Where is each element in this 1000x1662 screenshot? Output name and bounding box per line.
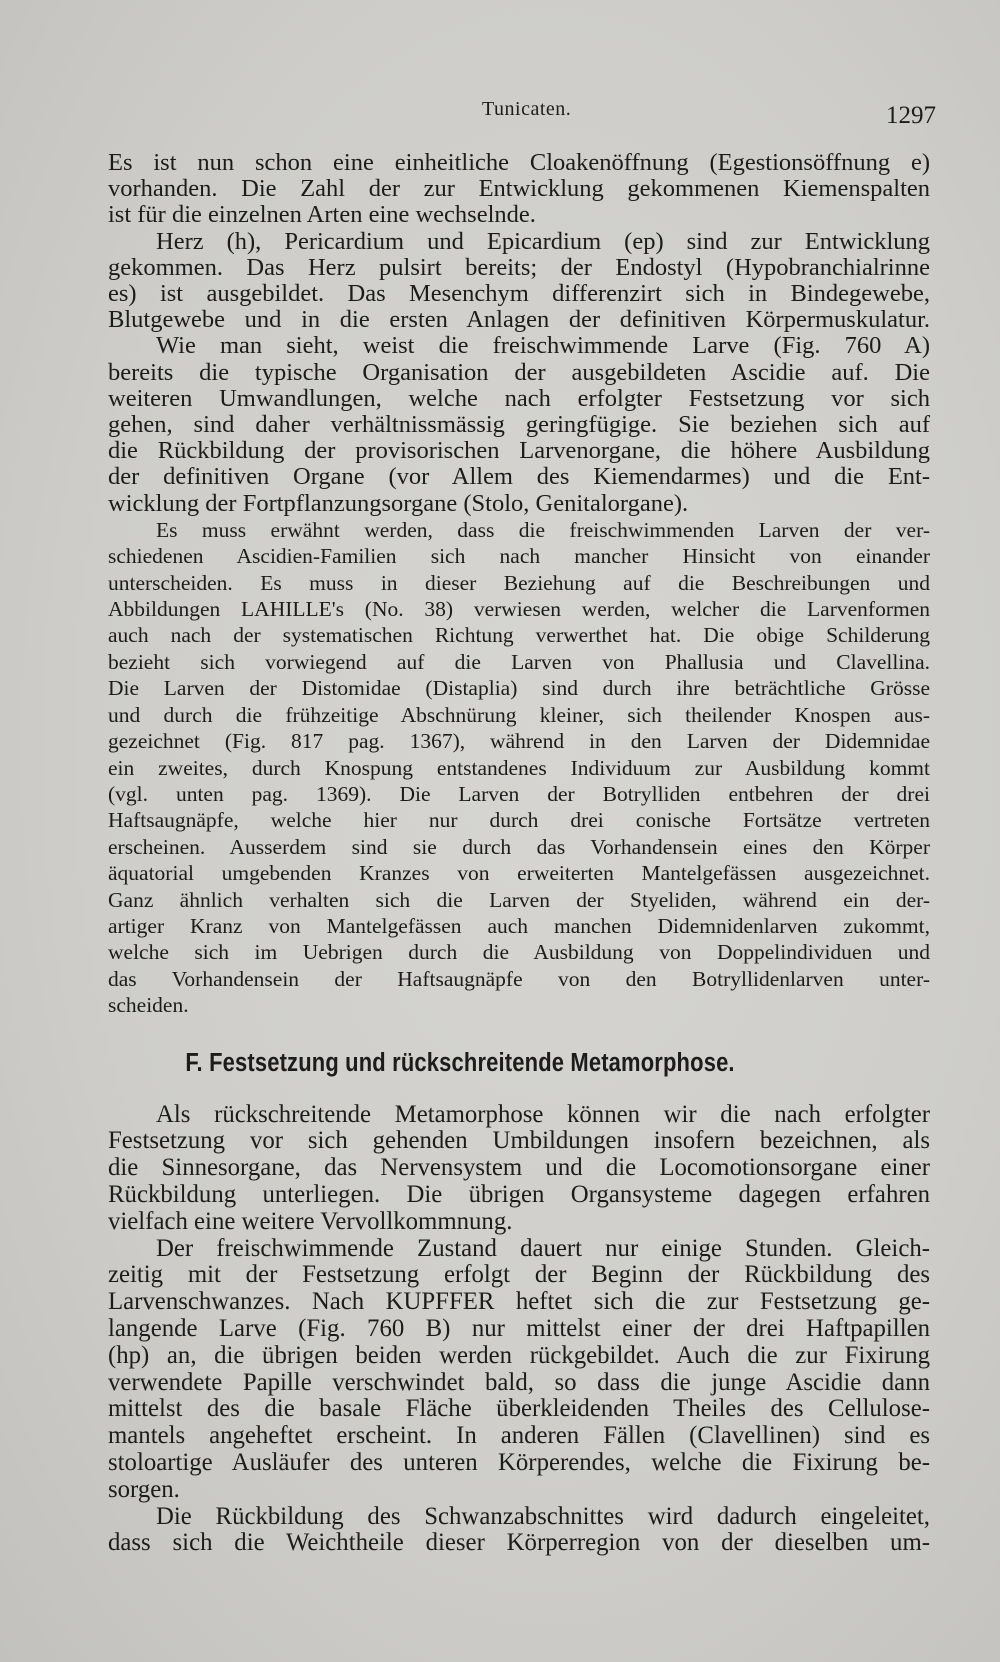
text-line: Blutgewebe und in die ersten Anlagen der definitiven Körpermuskulatur. [108, 306, 930, 334]
text-line: sorgen. [108, 1475, 180, 1503]
running-header [0, 92, 1000, 132]
section-heading: F. Festsetzung und rückschreitende Metamorphose. [185, 1048, 735, 1077]
text-line: scheiden. [108, 993, 189, 1018]
text-line: zeitig mit der Festsetzung erfolgt der Beginn der Rückbildung des [108, 1261, 930, 1289]
text-line: erscheinen. Ausserdem sind sie durch das Vorhandensein eines den Körper [108, 834, 930, 859]
text-line: artiger Kranz von Mantelgefässen auch manchen Didemnidenlarven zukommt, [108, 913, 930, 938]
text-line: Abbildungen LAHILLE's (No. 38) verwiesen werden, welcher die Larvenformen [108, 597, 930, 622]
text-line: äquatorial umgebenden Kranzes von erweiterten Mantelgefässen ausgezeichnet. [108, 861, 930, 886]
text-line: gekommen. Das Herz pulsirt bereits; der Endostyl (Hypobranchialrinne [108, 253, 930, 281]
text-line: welche sich im Uebrigen durch die Ausbildung von Doppelindividuen und [108, 940, 930, 965]
paragraph-block-1 [108, 150, 930, 517]
text-line: auch nach der systematischen Richtung verwerthet hat. Die obige Schilderung [108, 623, 930, 648]
text-line: ein zweites, durch Knospung entstandenes Individuum zur Ausbildung kommt [108, 755, 930, 780]
text-line: Rückbildung unterliegen. Die übrigen Organsysteme dagegen erfahren [108, 1180, 930, 1208]
text-line: unterscheiden. Es muss in dieser Beziehung auf die Beschreibungen und [108, 570, 930, 595]
text-line: gezeichnet (Fig. 817 pag. 1367), während in den Larven der Didemnidae [108, 729, 930, 754]
text-line: gehen, sind daher verhältnissmässig geringfügige. Sie beziehen sich auf [108, 411, 930, 439]
text-line: dass sich die Weichtheile dieser Körperregion von der dieselben um- [108, 1529, 930, 1557]
text-line: verwendete Papille verschwindet bald, so dass die junge Ascidie dann [108, 1368, 930, 1396]
text-line: die Sinnesorgane, das Nervensystem und die Locomotionsorgane einer [108, 1154, 930, 1182]
text-line: Die Larven der Distomidae (Distaplia) sind durch ihre beträchtliche Grösse [108, 676, 930, 701]
text-line: Herz (h), Pericardium und Epicardium (ep) sind zur Entwicklung [156, 227, 930, 255]
text-line: es) ist ausgebildet. Das Mesenchym differenzirt sich in Bindegewebe, [108, 280, 930, 308]
text-line: Wie man sieht, weist die freischwimmende Larve (Fig. 760 A) [156, 332, 930, 360]
text-line: Der freischwimmende Zustand dauert nur einige Stunden. Gleich- [156, 1234, 930, 1262]
text-line: weiteren Umwandlungen, welche nach erfolgter Festsetzung vor sich [108, 384, 930, 412]
text-line: und durch die frühzeitige Abschnürung kleiner, sich theilender Knospen aus- [108, 702, 930, 727]
text-line: Larvenschwanzes. Nach KUPFFER heftet sich die zur Festsetzung ge- [108, 1288, 930, 1316]
text-line: (vgl. unten pag. 1369). Die Larven der Botrylliden entbehren der drei [108, 781, 930, 806]
text-line: das Vorhandensein der Haftsaugnäpfe von den Botryllidenlarven unter- [108, 966, 930, 991]
text-line: mantels angeheftet erscheint. In anderen Fällen (Clavellinen) sind es [108, 1422, 930, 1450]
text-line: Es muss erwähnt werden, dass die freischwimmenden Larven der ver- [156, 517, 930, 542]
text-line: Die Rückbildung des Schwanzabschnittes wird dadurch eingeleitet, [156, 1502, 930, 1530]
text-line: langende Larve (Fig. 760 B) nur mittelst einer der drei Haftpapillen [108, 1314, 930, 1342]
text-line: wicklung der Fortpflanzungsorgane (Stolo, Genitalorgane). [108, 489, 689, 517]
text-line: vielfach eine weitere Vervollkommnung. [108, 1207, 513, 1235]
text-line: Als rückschreitende Metamorphose können wir die nach erfolgter [156, 1100, 930, 1128]
body-text [108, 150, 930, 1557]
text-line: mittelst des die basale Fläche überkleidenden Theiles des Cellulose- [108, 1395, 930, 1423]
text-line: vorhanden. Die Zahl der zur Entwicklung gekommenen Kiemenspalten [108, 175, 930, 203]
text-line: die Rückbildung der provisorischen Larvenorgane, die höhere Ausbildung [108, 437, 930, 465]
text-line: Ganz ähnlich verhalten sich die Larven der Styeliden, während ein der- [108, 887, 930, 912]
paragraph-block-3 [108, 1102, 930, 1558]
text-line: schiedenen Ascidien-Familien sich nach mancher Hinsicht von einander [108, 544, 930, 569]
text-line: Haftsaugnäpfe, welche hier nur durch drei conische Fortsätze vertreten [108, 808, 930, 833]
text-line: Es ist nun schon eine einheitliche Cloakenöffnung (Egestionsöffnung e) [108, 149, 930, 176]
text-line: Festsetzung vor sich gehenden Umbildungen insofern bezeichnen, als [108, 1127, 930, 1155]
text-line: der definitiven Organe (vor Allem des Kiemendarmes) und die Ent- [108, 463, 930, 491]
text-line: (hp) an, die übrigen beiden werden rückgebildet. Auch die zur Fixirung [108, 1341, 930, 1369]
page-number: 1297 [886, 102, 936, 129]
text-line: bereits die typische Organisation der ausgebildeten Ascidie auf. Die [108, 358, 930, 386]
text-line: bezieht sich vorwiegend auf die Larven von Phallusia und Clavellina. [108, 649, 930, 674]
running-title: Tunicaten. [482, 98, 572, 120]
paragraph-block-2 [108, 517, 930, 1019]
text-line: stoloartige Ausläufer des unteren Körperendes, welche die Fixirung be- [108, 1448, 930, 1476]
text-line: ist für die einzelnen Arten eine wechselnde. [108, 201, 536, 229]
